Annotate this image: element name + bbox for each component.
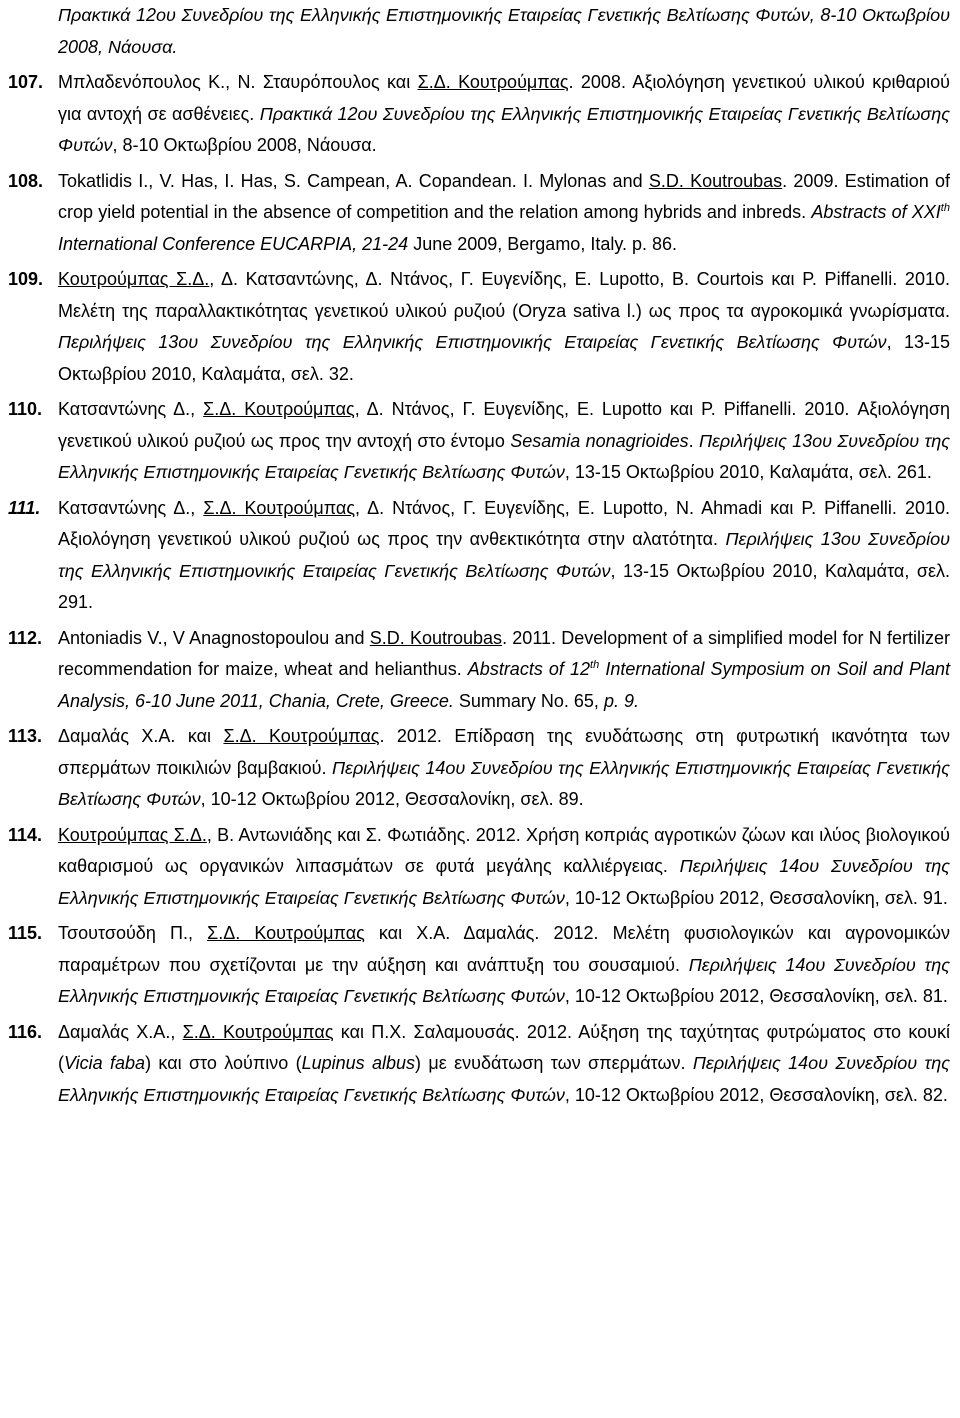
reference-body: , Β. Αντωνιάδης και Σ. Φωτιάδης. 2012. Χρήση κοπριάς αγροτικών ζώων και ιλύος βιολογικού καθαρισμού ως οργανικών λιπασμάτων σε φυτά μεγάλης καλλιέργειας. (58, 824, 950, 876)
ordinal-suffix: th (940, 202, 950, 214)
highlighted-author: S.D. Koutroubas (369, 627, 503, 648)
reference-number: 112. (8, 627, 43, 648)
publication-source: Περιλήψεις 14ου Συνεδρίου της Ελληνικής Επιστημονικής Εταιρείας Γενετικής Βελτίωσης Φυτών (58, 1053, 951, 1105)
reference-body: . 2012. Επίδραση της ενυδάτωσης στη φυτρωτική ικανότητα των σπερμάτων ποικιλιών βαμβακιού. (58, 726, 951, 778)
highlighted-author: Σ.Δ. Κουτρούμπας (207, 923, 365, 943)
reference-entry (8, 820, 950, 915)
reference-body: , 8-10 Οκτωβρίου 2008, Νάουσα. (112, 135, 377, 155)
publication-source: Περιλήψεις 13ου Συνεδρίου της Ελληνικής Επιστημονικής Εταιρείας Γενετικής Βελτίωσης Φυτών (58, 332, 887, 352)
publication-source: Περιλήψεις 14ου Συνεδρίου της Ελληνικής Επιστημονικής Εταιρείας Γενετικής Βελτίωσης Φυτών (58, 954, 950, 1006)
publication-source: Abstracts of 12 (467, 659, 591, 679)
reference-text (58, 721, 950, 816)
reference-number: 114. (8, 824, 43, 845)
reference-body: , Δ. Ντάνος, Γ. Ευγενίδης, E. Lupotto και P. Piffanelli. 2010. Αξιολόγηση γενετικού υλικού ρυζιού ως προς την αντοχή στο έντομο (58, 399, 950, 451)
reference-number: 113. (8, 726, 43, 746)
reference-text (58, 1017, 950, 1112)
reference-text (58, 264, 950, 390)
reference-body: Κατσαντώνης Δ., (58, 399, 204, 419)
reference-body: Κατσαντώνης Δ., (58, 497, 204, 518)
highlighted-author: S.D. Koutroubas (648, 170, 783, 191)
reference-entry (8, 623, 950, 718)
reference-body: . 2011. Development of a simplified model for N fertilizer recommendation for maize, wheat and helianthus. (58, 627, 950, 679)
reference-body: , Δ. Ντάνος, Γ. Ευγενίδης, E. Lupotto, N. Ahmadi και P. Piffanelli. 2010. Αξιολόγηση γενετικού υλικού ρυζιού ως προς την ανθεκτικότητα στην αλατότητα. (58, 497, 950, 549)
reference-body: Antoniadis V., V Anagnostopoulou and (58, 627, 370, 648)
reference-body: Δαμαλάς Χ.Α. και (58, 726, 224, 746)
highlighted-author: Κουτρούμπας Σ.Δ. (58, 269, 210, 289)
ordinal-suffix: th (590, 659, 600, 671)
species-name: Vicia faba (64, 1053, 146, 1073)
reference-body: ) με ενυδάτωση των σπερμάτων. (415, 1053, 693, 1073)
reference-body: , 10-12 Οκτωβρίου 2012, Θεσσαλονίκη, σελ. 89. (200, 789, 584, 809)
reference-body: . 2009. Estimation of crop yield potential in the absence of competition and the relation among hybrids and inbreds. (58, 170, 951, 222)
publication-source: Περιλήψεις 13ου Συνεδρίου της Ελληνικής Επιστημονικής Εταιρείας Γενετικής Βελτίωσης Φυτών (58, 529, 950, 581)
reference-body: , 13-15 Οκτωβρίου 2010, Καλαμάτα, σελ. 261. (564, 462, 932, 482)
reference-body: . 2008. Αξιολόγηση γενετικού υλικού κριθαριού για αντοχή σε ασθένειες. (58, 72, 950, 124)
publication-source: Περιλήψεις 13ου Συνεδρίου της Ελληνικής Επιστημονικής Εταιρείας Γενετικής Βελτίωσης Φυτών (58, 430, 950, 482)
highlighted-author: Σ.Δ. Κουτρούμπας (223, 726, 380, 746)
highlighted-author: Σ.Δ. Κουτρούμπας (203, 497, 356, 518)
page-reference: p. 9. (603, 690, 639, 711)
reference-entry (8, 166, 950, 261)
publication-source: Περιλήψεις 14ου Συνεδρίου της Ελληνικής Επιστημονικής Εταιρείας Γενετικής Βελτίωσης Φυτών (58, 757, 950, 809)
reference-text (58, 623, 950, 718)
reference-entry (8, 67, 950, 162)
reference-body: , 10-12 Οκτωβρίου 2012, Θεσσαλονίκη, σελ. 81. (564, 986, 948, 1006)
reference-entry (8, 918, 950, 1013)
reference-body: , 13-15 Οκτωβρίου 2010, Καλαμάτα, σελ. 32. (58, 332, 950, 384)
reference-body: Tokatlidis I., V. Has, I. Has, S. Campean, A. Copandean. I. Mylonas and (58, 170, 649, 191)
reference-number: 108. (8, 170, 44, 191)
reference-body: ) και στο λούπινο ( (145, 1053, 302, 1073)
reference-body: Δαμαλάς Χ.Α., (58, 1021, 183, 1042)
species-name: Sesamia nonagrioides (510, 430, 689, 451)
reference-entry (8, 493, 950, 619)
reference-body: , Δ. Κατσαντώνης, Δ. Ντάνος, Γ. Ευγενίδης, E. Lupotto, B. Courtois και P. Piffanelli. 2010. Μελέτη της παραλλακτικότητας γενετικού υλικού ρυζιού (Oryza sativa l.) ως προς τα αγροκομικά γνωρίσματα. (58, 269, 950, 321)
reference-body: , 10-12 Οκτωβρίου 2012, Θεσσαλονίκη, σελ. 91. (564, 887, 948, 908)
reference-text (58, 394, 950, 489)
reference-body: Τσουτσούδη Π., (58, 923, 208, 943)
publication-source: Περιλήψεις 14ου Συνεδρίου της Ελληνικής Επιστημονικής Εταιρείας Γενετικής Βελτίωσης Φυτών (58, 856, 950, 908)
reference-number: 109. (8, 269, 44, 289)
highlighted-author: Σ.Δ. Κουτρούμπας (203, 399, 355, 419)
reference-entry (8, 264, 950, 390)
reference-number: 111. (8, 497, 41, 518)
species-name: Lupinus albus (301, 1053, 416, 1073)
reference-body: , 10-12 Οκτωβρίου 2012, Θεσσαλονίκη, σελ. 82. (564, 1084, 948, 1105)
highlighted-author: Σ.Δ. Κουτρούμπας (182, 1021, 334, 1042)
reference-body: , 13-15 Οκτωβρίου 2010, Καλαμάτα, σελ. 291. (58, 560, 950, 612)
reference-entry (8, 1017, 950, 1112)
reference-number: 116. (8, 1021, 43, 1042)
reference-entry (8, 721, 950, 816)
publication-source: Πρακτικά 12ου Συνεδρίου της Ελληνικής Επιστημονικής Εταιρείας Γενετικής Βελτίωσης Φυτών, 8-10 Οκτωβρίου 2008, Νάουσα. (58, 5, 950, 57)
reference-number: 110. (8, 399, 43, 419)
reference-body: και Π.Χ. Σαλαμουσάς. 2012. Αύξηση της ταχύτητας φυτρώματος στο κουκί ( (58, 1021, 950, 1073)
reference-number: 107. (8, 72, 44, 92)
reference-text (58, 493, 950, 619)
reference-number: 115. (8, 923, 43, 943)
reference-body: Summary No. 65, (453, 690, 604, 711)
publication-source: International Symposium on Soil and Plant Analysis, 6-10 June 2011, Chania, Crete, Greece. (58, 659, 950, 711)
reference-text (58, 820, 950, 915)
reference-body: June 2009, Bergamo, Italy. p. 86. (408, 233, 678, 254)
reference-text (58, 67, 950, 162)
reference-body: Μπλαδενόπουλος Κ., Ν. Σταυρόπουλος και (58, 72, 418, 92)
publication-source: Abstracts of XXI (811, 202, 941, 222)
reference-text (58, 166, 950, 261)
publication-source: International Conference EUCARPIA, 21-24 (58, 233, 409, 254)
continuation-text (8, 0, 950, 63)
reference-body: . (688, 430, 699, 451)
publication-source: Πρακτικά 12ου Συνεδρίου της Ελληνικής Επιστημονικής Εταιρείας Γενετικής Βελτίωσης Φυτών (58, 103, 950, 155)
reference-body: και Χ.Α. Δαμαλάς. 2012. Μελέτη φυσιολογικών και αγρονομικών παραμέτρων που σχετίζονται με την αύξηση και ανάπτυξη του σουσαμιού. (58, 923, 951, 975)
reference-text (58, 918, 950, 1013)
highlighted-author: Σ.Δ. Κουτρούμπας (417, 72, 569, 92)
reference-entry (8, 394, 950, 489)
highlighted-author: Κουτρούμπας Σ.Δ. (58, 824, 207, 845)
